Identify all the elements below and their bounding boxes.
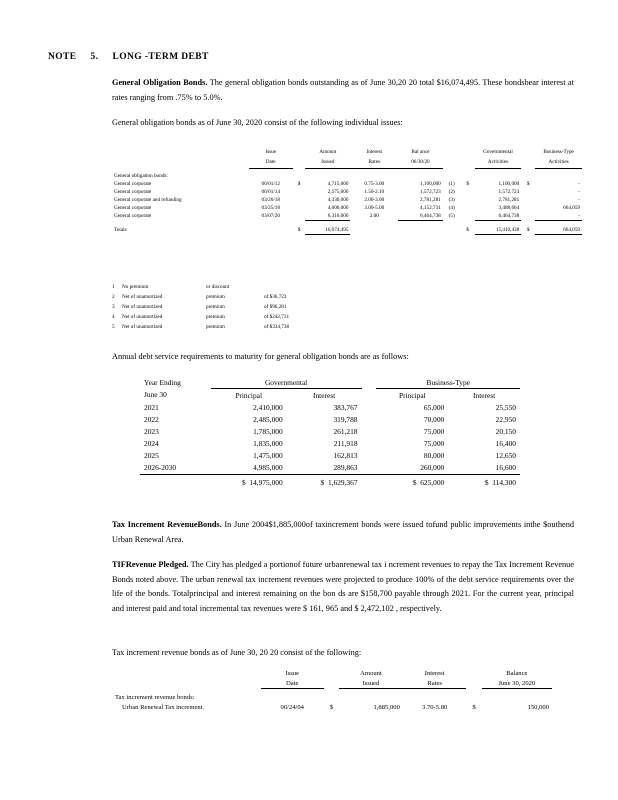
bond-issue-date: 03/26/18 [261,196,280,203]
bond-footnote-ref: (1) [448,180,455,187]
table-row [140,413,520,425]
tif-balance-symbol: $ [472,704,476,711]
amount-symbol [293,188,305,196]
bond-name: General corporate [114,180,152,187]
header-gov-interest: Interest [313,390,336,400]
paragraph-annual-debt-service [112,352,574,361]
ds-bus-principal: 65,000 [423,402,445,412]
tax-increment-consist-text: Tax increment revenue bonds as of June 30, 20 20 consist of the following: [112,648,362,657]
bond-name: General corporate [114,213,152,220]
gov-symbol [461,188,475,196]
header-amount-issued-line2: Issued [305,158,350,168]
totals-label: Totals [114,227,127,234]
header-bus-interest: Interest [473,390,496,400]
blank-cell-g [398,220,443,234]
blank-gap-2 [362,389,377,402]
blank-cell-b [443,158,461,168]
blank-cell-d [521,158,535,168]
bond-issue-date: 06/01/14 [261,188,280,195]
header-balance-line1: Balance [506,669,528,677]
header-amount-issued-line2: Issued [339,678,403,689]
blank-gap [362,376,377,389]
bond-business-type: - [578,188,580,195]
note-title-text: LONG -TERM DEBT [112,52,209,62]
blank-header-2 [112,158,249,168]
ds-gov-interest: 162,813 [333,450,358,460]
footnote-number: 2 [112,293,115,300]
note-label: NOTE [48,52,77,62]
table-row [140,425,520,437]
total-amount-issued: 16,074,495 [305,220,350,234]
ds-total-bus-principal [376,474,448,488]
header-governmental-line2: Activities [475,158,522,168]
blank-cell-c [461,158,475,168]
header-year-ending-line2: June 30 [144,390,167,400]
list-item [112,323,289,333]
blank-symbol-header-2 [461,148,475,158]
ds-bus-interest: 22,950 [495,414,516,424]
table-total-row [112,220,582,234]
paragraph-tax-increment-revenue-bonds [112,518,574,547]
tif-balance: 150,000 [527,704,549,711]
header-issue-date-line1: Issue [265,149,277,155]
tif-bond-name: Urban Renewal Tax increment [122,704,203,711]
ds-bus-interest: 20,150 [495,426,516,436]
blank-gap-cell [362,401,377,413]
debt-service-requirements-table [140,376,520,488]
table-header-row-1 [112,148,582,158]
bond-governmental: 2,781,281 [498,196,520,203]
header-interest-rates-line2: Rates [350,158,398,168]
bus-symbol [521,196,535,204]
footnote-text-2: premium [206,323,225,330]
bonds-group-label: General obligation bonds: [114,172,168,179]
value: 1,629,367 [327,477,358,487]
bond-amount-issued: 6,310,000 [305,212,350,221]
header-governmental-line1: Governmental [483,149,513,155]
blank-cell-f [350,220,398,234]
header-interest-rates-line2: Rates [403,678,467,689]
footnote-value: of $334,738 [264,323,290,330]
bond-rates: 2.00 [369,213,379,220]
header-amount-issued-line1: Amount [319,149,337,155]
bond-business-type: - [578,180,580,187]
header-amount-issued-line1: Amount [360,669,382,677]
footnote-text-2: premium [206,313,225,320]
blank-total-label [140,474,211,488]
bond-governmental: 3,488,664 [498,204,520,211]
bond-amount-issued: 4,715,000 [327,180,349,187]
footnote-text-2: premium [206,293,225,300]
ds-gov-principal: 2,410,000 [253,402,283,412]
total-amount-symbol: $ [297,227,301,234]
tif-rates: 3.70-5.80 [422,704,448,711]
bond-issue-date: 03/25/18 [261,204,280,211]
bond-rates: 2.00-3.00 [364,196,385,203]
ds-total-gov-principal [211,474,287,488]
value: 14,975,000 [249,477,283,487]
ds-bus-interest: 16,600 [495,462,516,472]
gov-symbol [461,204,475,212]
ds-year: 2026-2030 [144,462,177,472]
paragraph-bonds-consist [112,116,574,131]
bond-balance: 1,572,723 [420,188,441,195]
bond-footnote-ref: (3) [448,196,455,203]
footnote-number: 1 [112,284,115,290]
header-balance-line2: June 30, 2020 [482,678,552,689]
amount-symbol [293,196,305,204]
footnote-text-2: or discount [206,284,230,290]
header-year-ending-line1: Year Ending [144,377,181,387]
bond-amount-issued: 2,575,000 [327,188,349,195]
ds-year: 2023 [144,426,159,436]
value: 114,300 [492,477,516,487]
annual-debt-service-text: Annual debt service requirements to maturity for general obligation bonds are as follows: [112,352,409,361]
bond-amount-issued: 4,000,000 [327,204,349,211]
footnote-text-2: premium [206,303,225,310]
header-interest-rates-line1: Interest [366,149,383,155]
table-row [112,188,582,196]
gov-symbol [461,196,475,204]
header-bus-principal: Principal [399,390,426,400]
header-balance-line2: 06/30/20 [398,158,443,168]
blank-symbol-header [324,668,339,678]
header-interest-rates-line1: Interest [424,669,445,677]
table-row [112,212,582,221]
bus-symbol [521,204,535,212]
ds-gov-interest: 261,218 [333,426,358,436]
bond-balance: 4,152,731 [420,204,441,211]
currency-symbol: $ [241,477,246,487]
ds-gov-principal: 2,485,000 [253,414,283,424]
total-bus-symbol: $ [526,227,530,234]
list-item [112,313,289,323]
table-header-row-2 [140,389,520,402]
go-bonds-heading: General Obligation Bonds. [112,78,208,87]
currency-symbol: $ [484,477,489,487]
total-business-type: 664,059 [535,220,582,234]
ds-bus-principal: 70,000 [423,414,445,424]
table-header-row-2 [112,158,582,168]
header-group-business-type: Business-Type [376,376,520,389]
blank-gap-cell [362,474,377,488]
bond-business-type: - [535,212,582,221]
bond-footnote-ref: (4) [448,204,455,211]
blank-note-header [443,148,461,158]
header-issue-date-line1: Issue [285,669,300,677]
header-issue-date-line2: Date [249,158,293,168]
ds-bus-interest: 25,550 [495,402,516,412]
paragraph-general-obligation-bonds [112,76,574,105]
footnote-text-1: Net of unamortized [122,323,163,330]
footnote-text-1: Net of unamortized [122,303,163,310]
ds-gov-interest: 289,863 [333,462,358,472]
blank-cell-h [443,220,461,234]
tax-increment-bonds-table [112,668,552,713]
bond-name: General corporate and refunding [114,196,182,203]
ds-gov-interest: 319,788 [333,414,358,424]
bond-governmental: 6,464,738 [475,212,522,221]
note-number: 5. [90,52,99,62]
amount-symbol [293,204,305,212]
amount-symbol: $ [297,180,301,187]
blank-gap-cell [362,437,377,449]
footnote-text-1: No premium [122,284,149,290]
bus-symbol [521,212,535,221]
bond-footnote-ref: (2) [448,188,455,195]
blank-symbol-header-2 [466,668,481,678]
bond-business-type: - [578,196,580,203]
list-item [112,283,289,293]
ds-bus-principal: 260,000 [420,462,445,472]
footnotes-list [112,283,289,332]
bond-balance: 6,464,738 [398,212,443,221]
list-item [112,303,289,313]
footnote-text-1: Net of unamortized [122,313,163,320]
blank-cell-a [293,158,305,168]
bond-issue-date: 06/01/12 [261,180,280,187]
currency-symbol: $ [320,477,325,487]
ds-bus-principal: 75,000 [423,438,445,448]
blank-symbol-header-3 [521,148,535,158]
blank-header [112,668,261,678]
footnote-number: 5 [112,323,115,330]
bond-footnote-ref: (5) [448,213,455,220]
header-group-governmental: Governmental [211,376,362,389]
blank-cell-b [466,678,481,689]
table-group-label-row [112,689,552,703]
bond-rates: 1.50-2.10 [364,188,385,195]
footnote-number: 3 [112,303,115,310]
tif-group-label: Tax increment revenue bonds: [115,694,195,701]
page-title [48,52,223,62]
footnote-text-1: Net of unamortized [122,293,163,300]
table-row [140,401,520,413]
header-issue-date-line2: Date [261,678,324,689]
ds-gov-principal: 1,835,000 [253,438,283,448]
table-group-label-row [112,168,582,180]
ds-year: 2025 [144,450,159,460]
header-business-type-line2: Activities [535,158,582,168]
tif-issue-date: 06/24/04 [280,704,304,711]
ds-total-gov-interest [287,474,362,488]
ds-bus-principal: 80,000 [423,450,445,460]
bond-name: General corporate [114,188,152,195]
bond-name: General corporate [114,204,152,211]
total-governmental: 15,410,438 [475,220,522,234]
blank-cell-e [249,220,293,234]
table-total-row [140,474,520,488]
ds-bus-principal: 75,000 [423,426,445,436]
blank-header [112,148,249,158]
table-header-row-1 [112,668,552,678]
currency-symbol: $ [412,477,417,487]
blank-cell-a [324,678,339,689]
tax-increment-heading: Tax Increment RevenueBonds. [112,520,222,529]
paragraph-tax-increment-consist [112,648,574,657]
ds-bus-interest: 16,400 [495,438,516,448]
ds-gov-interest: 211,918 [333,438,358,448]
header-business-type-line1: Business-Type [543,149,574,155]
bond-business-type: 664,059 [563,204,580,211]
ds-gov-principal: 4,985,000 [253,462,283,472]
ds-gov-principal: 1,475,000 [253,450,283,460]
bond-balance: 2,781,281 [420,196,441,203]
gov-symbol [461,212,475,221]
gov-symbol: $ [466,180,469,187]
tif-amount-symbol: $ [329,704,334,711]
go-bonds-text: The general obligation bonds outstanding as of June 30,20 20 total $16,074,495. These bondsbear interest at rates ranging from .75% to 5.0%. [112,78,574,102]
table-row [140,461,520,474]
header-gov-principal: Principal [235,390,262,400]
ds-gov-principal: 1,785,000 [253,426,283,436]
bond-amount-issued: 4,330,000 [327,196,349,203]
table-row [112,196,582,204]
blank-gap-cell [362,413,377,425]
bonds-consist-text: General obligation bonds as of June 30, 2020 consist of the following individual issues: [112,118,403,127]
bus-symbol: $ [526,180,530,187]
bond-balance: 1,100,000 [420,180,441,187]
bond-governmental: 1,100,000 [498,180,520,187]
paragraph-tif-revenue-pledged [112,558,574,616]
table-row [140,437,520,449]
blank-symbol-header [293,148,305,158]
tif-heading: TIFRevenue Pledged. [112,560,189,569]
ds-gov-interest: 383,767 [333,402,358,412]
bond-governmental: 1,572,723 [498,188,520,195]
ds-total-bus-interest [448,474,520,488]
footnote-value: of $96,281 [264,303,287,310]
bond-rates: 0.75-3.00 [364,180,385,187]
general-obligation-bonds-table [112,148,582,235]
bond-rates: 3.00-5.00 [364,204,385,211]
table-row [112,703,552,713]
ds-bus-interest: 12,650 [495,450,516,460]
bus-symbol [521,188,535,196]
value: 625,000 [420,477,445,487]
footnote-value: of $36,723 [264,293,287,300]
tif-amount-issued: 1,885,000 [373,704,400,711]
blank-header-2 [112,678,261,689]
bond-issue-date: 03/07/20 [261,213,280,220]
tax-increment-text: In June 2004$1,885,000of taxincrement bonds were issued tofund public improvements inthe $outhend Urban Renewal Area. [112,520,575,544]
table-row [112,204,582,212]
total-gov-symbol: $ [466,227,469,234]
footnote-value: of $242,731 [264,313,290,320]
amount-symbol [293,212,305,221]
blank-gap-cell [362,425,377,437]
footnote-number: 4 [112,313,115,320]
table-row [112,180,582,188]
ds-year: 2022 [144,414,159,424]
blank-gap-cell [362,461,377,474]
blank-gap-cell [362,449,377,461]
table-row [140,449,520,461]
ds-year: 2021 [144,402,159,412]
table-header-row-2 [112,678,552,689]
tif-text: The City has pledged a portionof future urbanrenewal tax i ncrement revenues to repay the Tax Increment Revenue Bonds noted above. The urban renewal tax increment revenues were projected to produce 100% of the debt service requirements over the life of the bonds. Totalprincipal and interest remaining on the bon ds are $158,700 payable through 2021. For the current year, principal and interest paid and total incremental tax revenues were $ 161, 965 and $ 2,472,102 , respectively. [112,560,575,613]
table-header-row-1 [140,376,520,389]
list-item [112,293,289,303]
ds-year: 2024 [144,438,159,448]
header-balance-line1: Bal ance [411,149,430,155]
